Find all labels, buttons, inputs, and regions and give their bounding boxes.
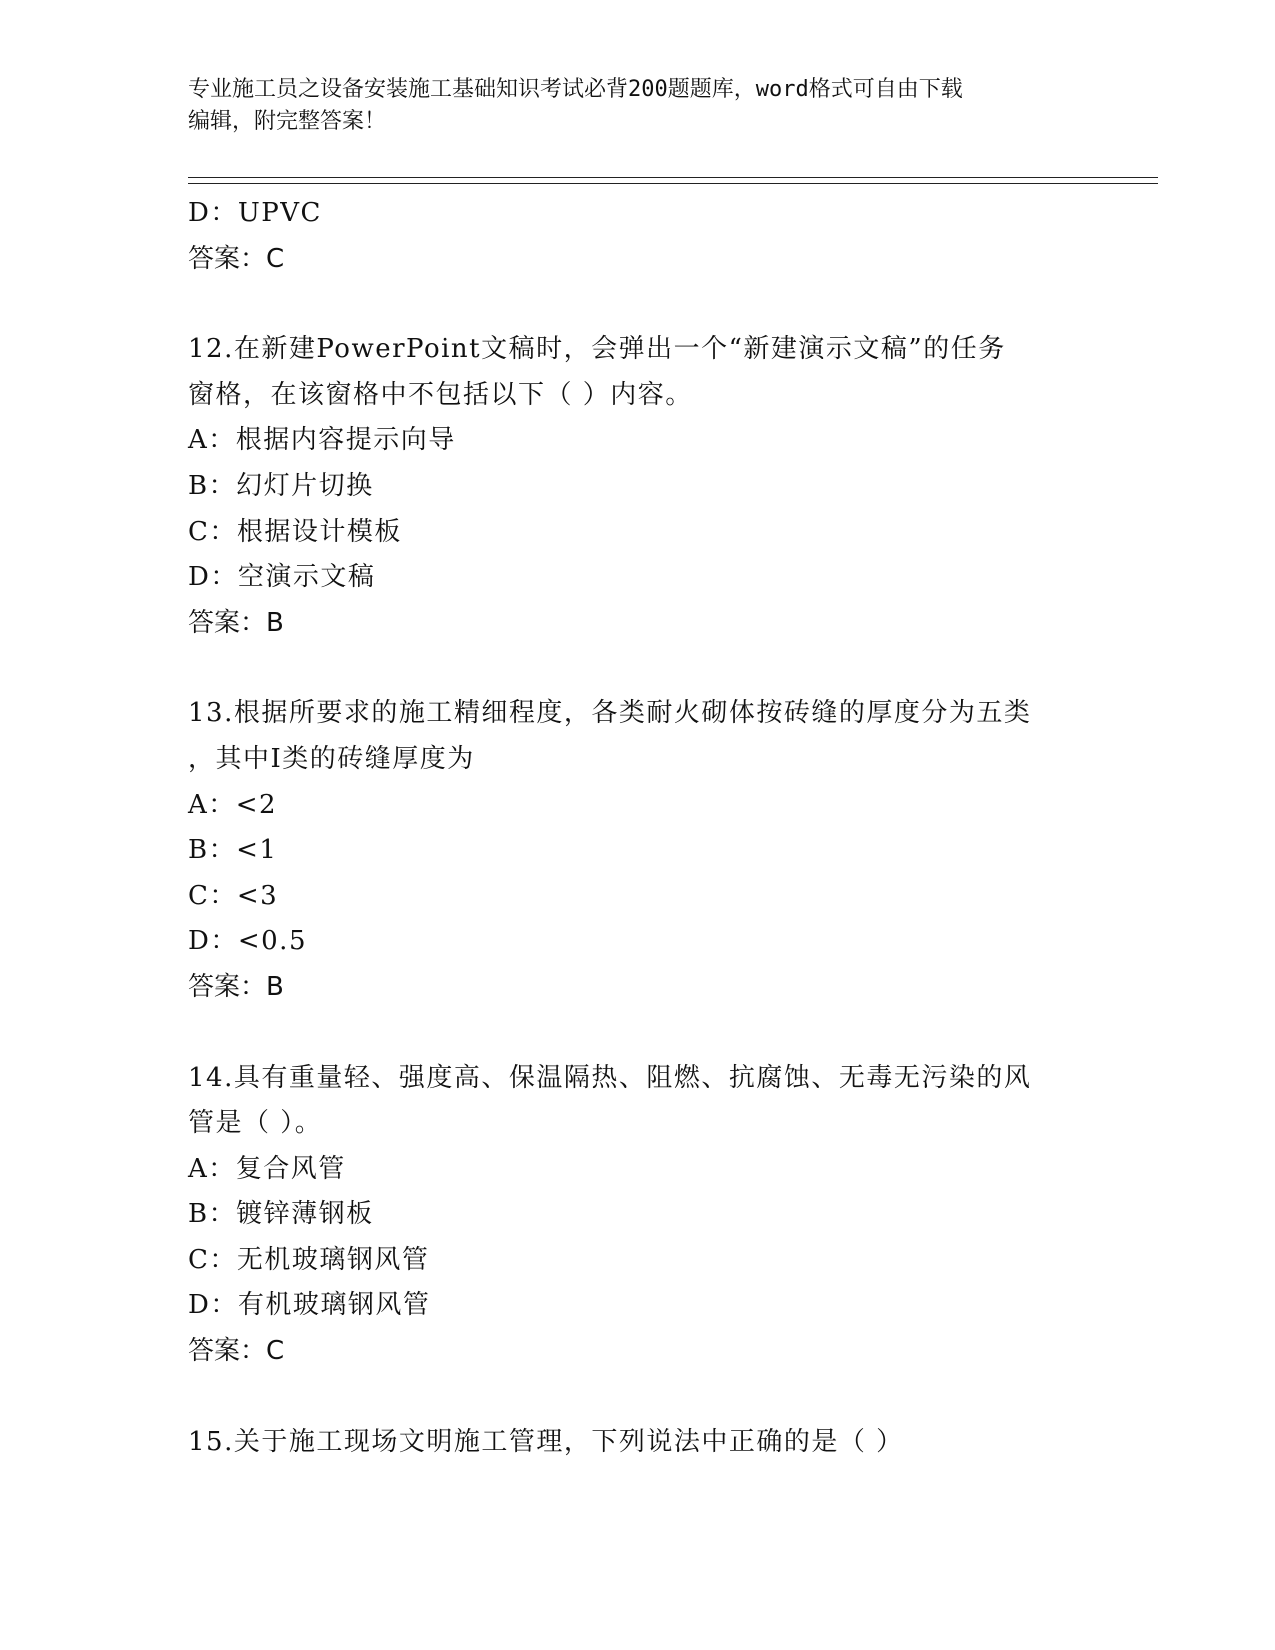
question-12 [188, 327, 1088, 646]
answer-line: 答案：B [188, 971, 284, 1002]
question-body [188, 191, 1088, 1465]
option-c: C：<3 [188, 880, 279, 911]
option-c: C：无机玻璃钢风管 [188, 1244, 430, 1275]
option-b: B：<1 [188, 835, 278, 866]
answer-line: 答案：B [188, 607, 284, 638]
question-13 [188, 691, 1088, 1010]
answer-line: 答案：C [188, 1336, 285, 1367]
question-stem: 13.根据所要求的施工精细程度，各类耐火砌体按砖缝的厚度分为五类 [188, 698, 1032, 729]
option-d: D：<0.5 [188, 926, 307, 957]
header-title-line2: 编辑，附完整答案！ [188, 109, 387, 134]
option-a: A：<2 [188, 789, 278, 820]
question-stem-continued: 管是（ ）。 [188, 1108, 323, 1139]
header-rule-top [188, 177, 1158, 178]
option-a: A：根据内容提示向导 [188, 425, 456, 456]
previous-question-tail [188, 191, 1088, 282]
question-14 [188, 1056, 1088, 1375]
question-stem: 15.关于施工现场文明施工管理，下列说法中正确的是（ ） [188, 1426, 904, 1457]
option-d: D：空演示文稿 [188, 562, 376, 593]
question-stem-continued: ，其中Ⅰ类的砖缝厚度为 [188, 743, 475, 774]
answer-line: 答案：C [188, 243, 285, 274]
option-a: A：复合风管 [188, 1153, 346, 1184]
question-stem: 12.在新建PowerPoint文稿时，会弹出一个“新建演示文稿”的任务 [188, 334, 1006, 365]
document-header [188, 74, 1088, 138]
option-c: C：根据设计模板 [188, 516, 402, 547]
question-15 [188, 1420, 1088, 1466]
option-d: D：UPVC [188, 198, 322, 228]
question-stem-continued: 窗格，在该窗格中不包括以下（ ）内容。 [188, 379, 693, 410]
question-stem: 14.具有重量轻、强度高、保温隔热、阻燃、抗腐蚀、无毒无污染的风 [188, 1062, 1032, 1093]
header-title-line1: 专业施工员之设备安装施工基础知识考试必背200题题库，word格式可自由下载 [188, 77, 963, 102]
option-d: D：有机玻璃钢风管 [188, 1290, 431, 1321]
option-b: B：镀锌薄钢板 [188, 1199, 374, 1230]
option-b: B：幻灯片切换 [188, 470, 374, 501]
header-rule-bottom [188, 183, 1158, 184]
